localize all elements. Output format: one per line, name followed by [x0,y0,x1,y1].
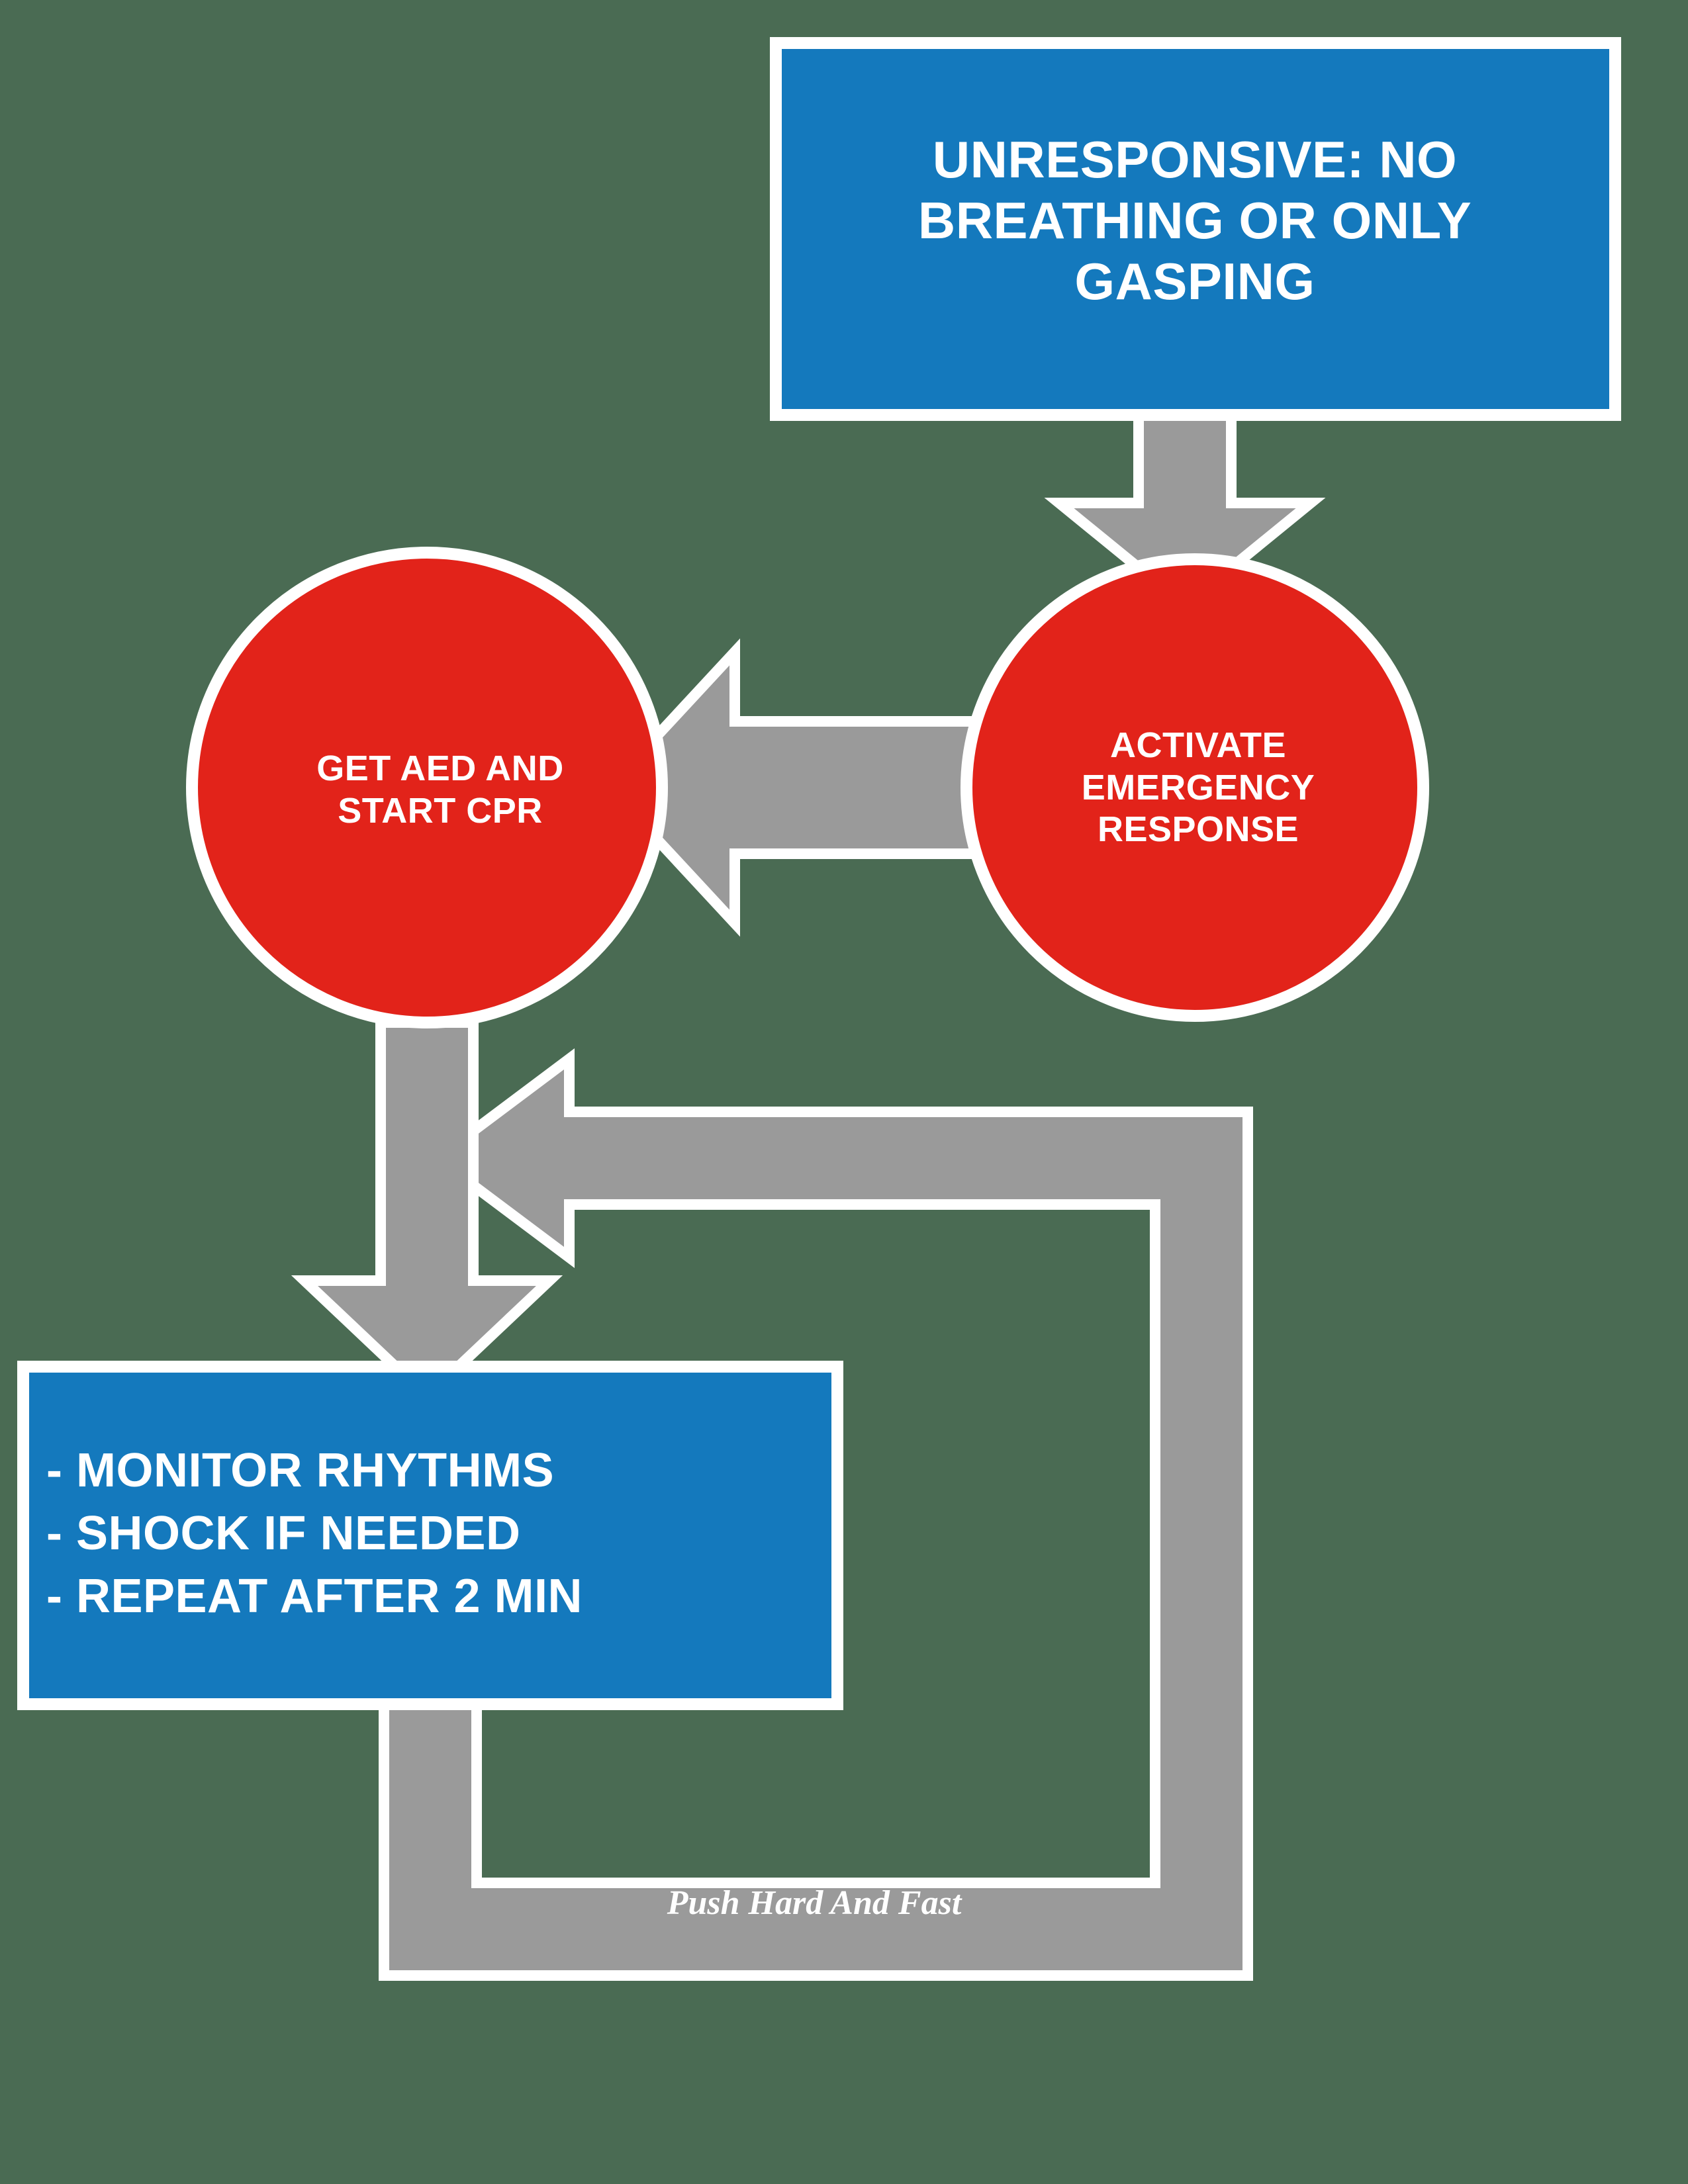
monitor-line-2: - SHOCK IF NEEDED [46,1507,521,1561]
activate-line-1: ACTIVATE [1110,725,1286,765]
unresponsive-line-2: BREATHING OR ONLY [917,191,1472,250]
aed-line-1: GET AED AND [316,749,564,788]
activate-line-3: RESPONSE [1097,809,1299,850]
footer-note: Push Hard And Fast [667,1884,962,1922]
monitor-line-1: - MONITOR RHYTHMS [46,1444,555,1497]
node-activate [966,559,1423,1016]
node-aed [192,553,662,1023]
unresponsive-line-3: GASPING [1074,252,1315,311]
node-unresponsive [776,43,1615,415]
unresponsive-line-1: UNRESPONSIVE: NO [932,130,1458,189]
node-monitor [23,1367,837,1704]
aed-line-2: START CPR [338,790,543,831]
monitor-line-3: - REPEAT AFTER 2 MIN [46,1570,583,1623]
activate-line-2: EMERGENCY [1081,767,1315,807]
